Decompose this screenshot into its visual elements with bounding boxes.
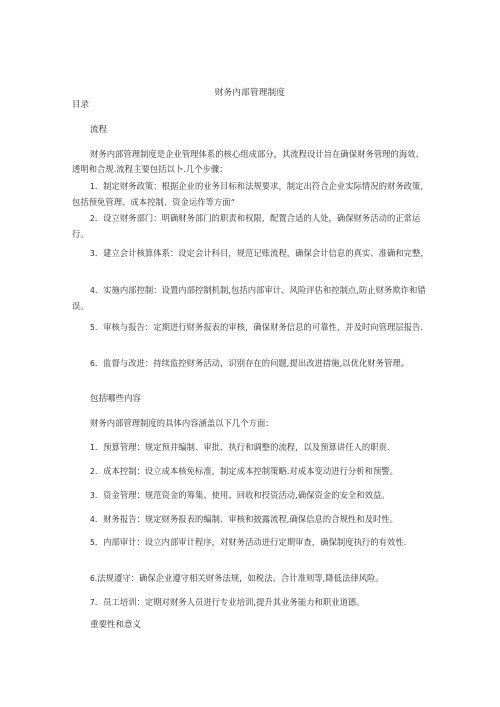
process-item-5 [72,320,434,336]
process-intro: 财务内部管理制度是企业管理体系的核心组成部分，其流程设计旨在确保财务管理的海效、透明和合规.流程主要包括以卜.几个步骤： [72,149,424,174]
item-text: ．成本控制：设立成本核免标准，制定成本控制策略.对成本变动进行分析和预警。 [94,466,399,476]
item-text: ．监督与改进：持续监控财务活动，识别存在的问题,提出改进措施,以优化财务管理。 [94,358,410,368]
item-text: ．审核与报告：定期进行财务报表的审核，确保财务信息的可靠性，并及时向管理层报告. [94,322,424,332]
contents-item-6 [72,571,434,587]
item-number: 5 [90,538,95,547]
item-number: 6. [90,574,98,583]
process-item-2 [72,211,434,241]
contents-item-1 [72,440,434,456]
item-number: 1 [90,443,95,452]
item-number: 6 [90,359,95,368]
item-number: 3 [90,249,95,258]
item-number: 4 [90,286,95,295]
item-text: ．制定财务政策：根据企业的业务目标和法规要求，制定出符合企业实际情况的财务政策，包括预免管理、成本控制、资金运作等方面“ [72,181,429,207]
item-number: 1 [90,182,95,191]
item-number: 2 [90,214,95,223]
item-number: 7 [90,598,95,607]
section-heading-contents: 包括哪些内容 [90,394,142,404]
process-item-4 [72,283,434,313]
document-title: 财务内部管理制度 [214,88,286,98]
contents-item-3 [72,488,434,504]
contents-item-4 [72,512,434,528]
item-text: ．内部审计：设立内部审计程序，对财务活动进行定期审查，确保制度执行的有效性. [94,537,407,547]
item-number: 3 [90,491,95,500]
section-heading-process: 流程 [90,125,108,135]
item-number: 5 [90,323,95,332]
item-text: ．建立会计核算体系：设定会计科目，规范记账流程，确保会计信息的真实、准确和完整， [94,248,429,258]
toc-label: 目录 [72,100,90,110]
process-item-3 [72,246,434,262]
section-heading-importance: 重要性和意义 [90,620,142,630]
item-text: ．预算管理：规定预并编制、审批、执行和调整的流程，以及预算讲任人的职贵. [94,442,390,452]
item-text: ．员工培训：定期对财务人员进行专业培训,提升其业务能力和职业道德。 [94,597,365,607]
item-text: 法规遵守：确保企业遵守相关财务法规，如税法、合计准则等,降低法律风险。 [97,573,384,583]
contents-item-5 [72,535,434,551]
item-text: ．资金管理：规范资金的筹集、使用、回收和投资活动,确保资金的安全和效益。 [94,490,390,500]
process-item-6 [72,356,434,372]
item-text: ．设立财务部门：明确财务部门的职责和权限，配置合适的人处，确保财务活动的正常运行。 [72,213,421,239]
item-number: 4 [90,515,95,524]
contents-item-7 [72,595,434,611]
process-item-1 [72,179,434,209]
item-text: ．财务报告：规定财务报表的编制、审核和披露流程,确保信息的合规性和及时性。 [94,514,399,524]
contents-intro: 财务内部管理制度的具体内容涵盖以下几个方面： [90,418,274,428]
contents-item-2 [72,464,434,480]
item-text: ．实施内部控制：设置内部控制机制,包括内部审计、风险评估和控制点,防止财务欺诈和错误。 [72,285,426,311]
item-number: 2 [90,467,95,476]
